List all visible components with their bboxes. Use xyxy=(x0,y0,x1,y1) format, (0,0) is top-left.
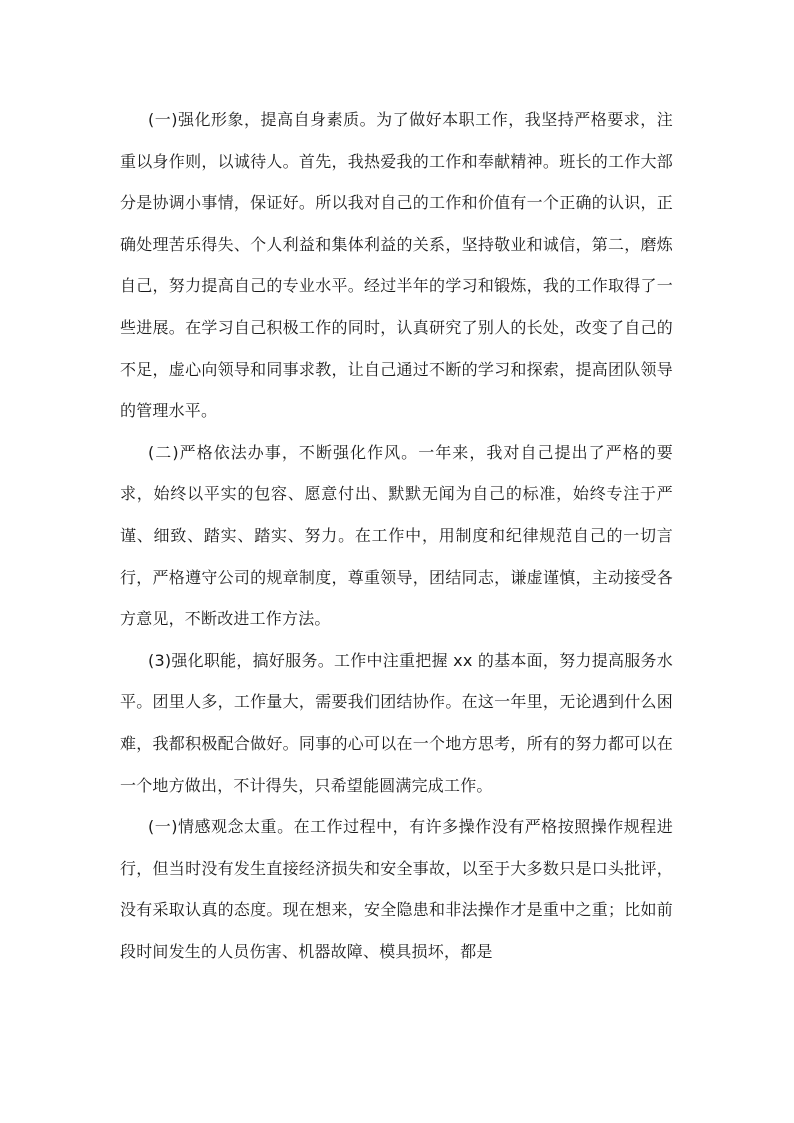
paragraph-3: (3)强化职能，搞好服务。工作中注重把握 xx 的基本面，努力提高服务水平。团里人多，工作量大，需要我们团结协作。在这一年里，无论遇到什么困难，我都积极配合做好。同事的心可以在一个地方思考，所有的努力都可以在一个地方做出，不计得失，只希望能圆满完成工作。 xyxy=(120,650,673,795)
paragraph-4: (一)情感观念太重。在工作过程中，有许多操作没有严格按照操作规程进行，但当时没有发生直接经济损失和安全事故，以至于大多数只是口头批评，没有采取认真的态度。现在想来，安全隐患和非法操作才是重中之重；比如前段时间发生的人员伤害、机器故障、模具损坏，都是 xyxy=(120,817,673,961)
document-body xyxy=(120,99,673,972)
paragraph-1: (一)强化形象，提高自身素质。为了做好本职工作，我坚持严格要求，注重以身作则，以诚待人。首先，我热爱我的工作和奉献精神。班长的工作大部分是协调小事情，保证好。所以我对自己的工作和价值有一个正确的认识，正确处理苦乐得失、个人利益和集体利益的关系，坚持敬业和诚信，第二，磨炼自己，努力提高自己的专业水平。经过半年的学习和锻炼，我的工作取得了一些进展。在学习自己积极工作的同时，认真研究了别人的长处，改变了自己的不足，虚心向领导和同事求教，让自己通过不断的学习和探索，提高团队领导的管理水平。 xyxy=(120,110,673,421)
paragraph-2: (二)严格依法办事，不断强化作风。一年来，我对自己提出了严格的要求，始终以平实的包容、愿意付出、默默无闻为自己的标准，始终专注于严谨、细致、踏实、踏实、努力。在工作中，用制度和纪律规范自己的一切言行，严格遵守公司的规章制度，尊重领导，团结同志，谦虚谨慎，主动接受各方意见，不断改进工作方法。 xyxy=(120,442,673,629)
